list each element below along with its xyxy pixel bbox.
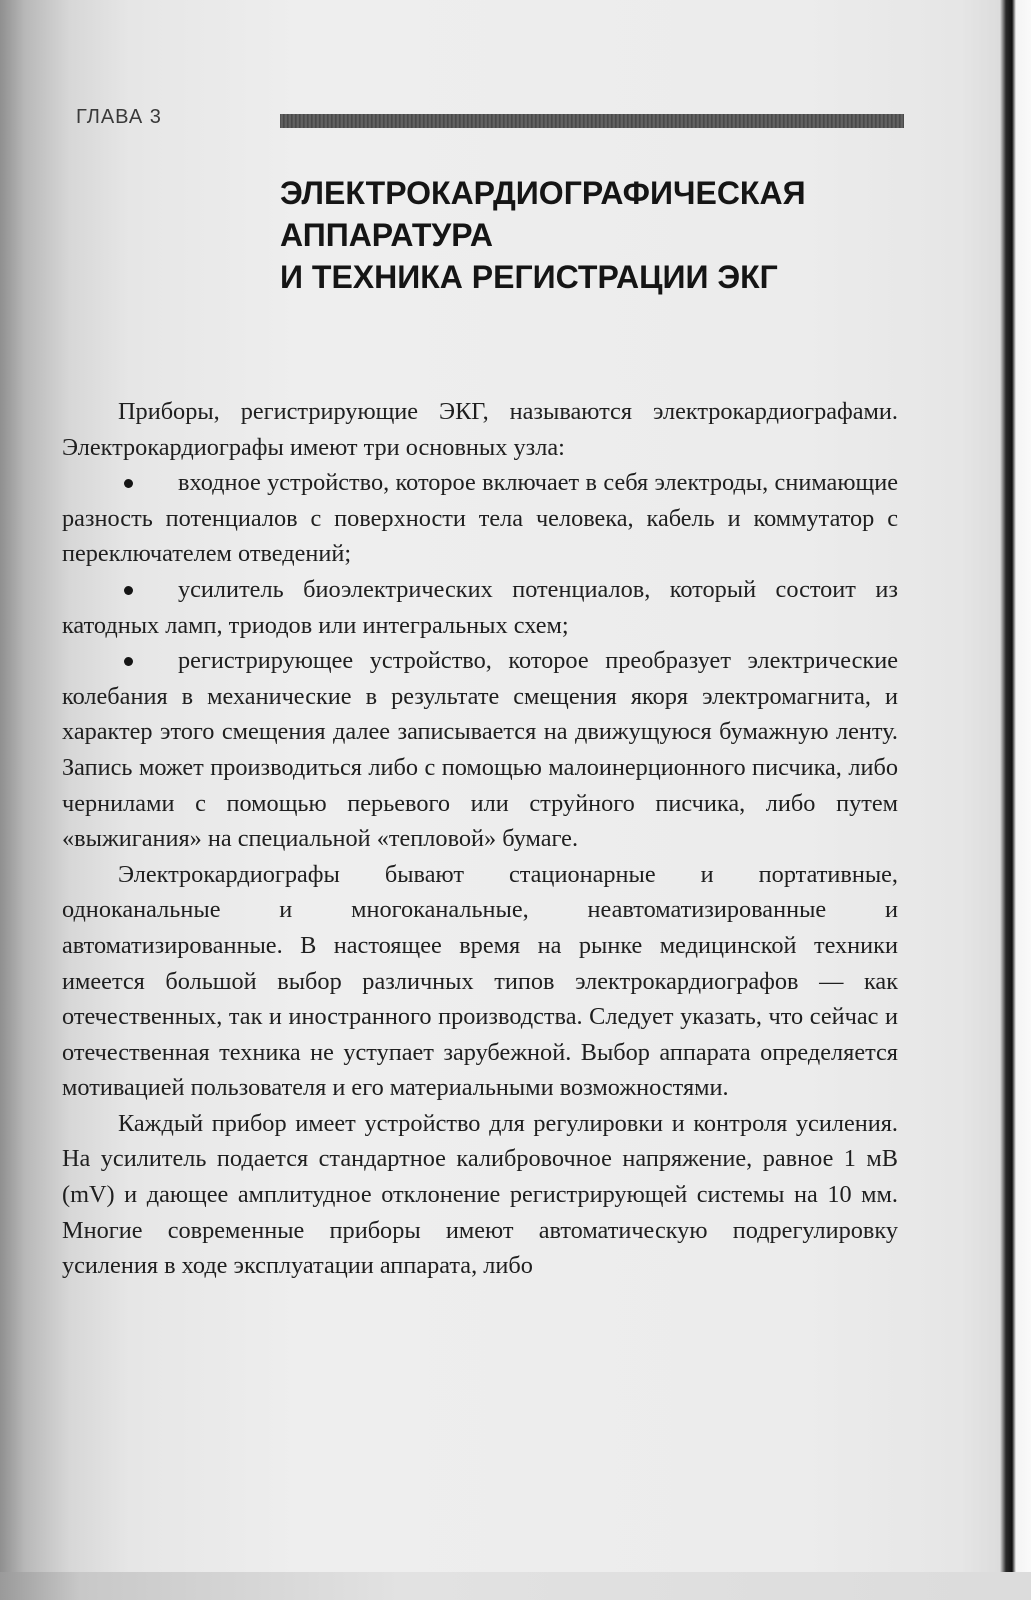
chapter-header-rule <box>280 114 904 128</box>
bullet-icon <box>124 657 133 666</box>
chapter-title <box>280 172 900 298</box>
chapter-label: ГЛАВА 3 <box>76 106 162 128</box>
gain-paragraph: Каждый прибор имеет устройство для регулировки и контроля усиления. На усилитель подается стандартное калибровочное напряжение, равное 1 мВ (mV) и дающее амплитудное отклонение регистрирующей системы на 10 мм. Многие современные приборы имеют автоматическую подрегулировку усиления в ходе эксплуатации аппарата, либо <box>62 1109 898 1280</box>
chapter-title-line: ЭЛЕКТРОКАРДИОГРАФИЧЕСКАЯ <box>280 175 806 211</box>
list-item-text: усилитель биоэлектрических потенциалов, который состоит из катодных ламп, триодов или интегральных схем; <box>62 575 898 639</box>
page-bottom-shadow <box>0 1572 1031 1600</box>
list-item <box>62 572 898 643</box>
chapter-title-line: АППАРАТУРА <box>280 217 493 253</box>
list-item <box>62 643 898 857</box>
list-item <box>62 465 898 572</box>
list-item-text: регистрирующее устройство, которое преобразует электрические колебания в механические в результате смещения якоря электромагнита, и характер этого смещения далее записывается на движущуюся бумажную ленту. Запись может производиться либо с помощью малоинерционного писчика, либо чернилами с помощью перьевого или струйного писчика, либо путем «выжигания» на специальной «тепловой» бумаге. <box>62 647 898 853</box>
list-item-text: входное устройство, которое включает в себя электроды, снимающие разность потенциалов с поверхности тела человека, кабель и коммутатор с переключателем отведений; <box>62 469 898 568</box>
component-list <box>62 465 898 857</box>
bullet-icon <box>124 479 133 488</box>
types-paragraph: Электрокардиографы бывают стационарные и портативные, одноканальные и многоканальные, неавтоматизированные и автоматизированные. В настоящее время на рынке медицинской техники имеется большой выбор различных типов электрокардиографов — как отечественных, так и иностранного производства. Следует указать, что сейчас и отечественная техника не уступает зарубежной. Выбор аппарата определяется мотивацией пользователя и его материальными возможностями. <box>62 860 898 1102</box>
body-text <box>62 394 898 1284</box>
intro-paragraph: Приборы, регистрирующие ЭКГ, называются электрокардиографами. Электрокардиографы имеют три основных узла: <box>62 398 898 461</box>
chapter-title-line: И ТЕХНИКА РЕГИСТРАЦИИ ЭКГ <box>280 259 778 295</box>
bullet-icon <box>124 586 133 595</box>
